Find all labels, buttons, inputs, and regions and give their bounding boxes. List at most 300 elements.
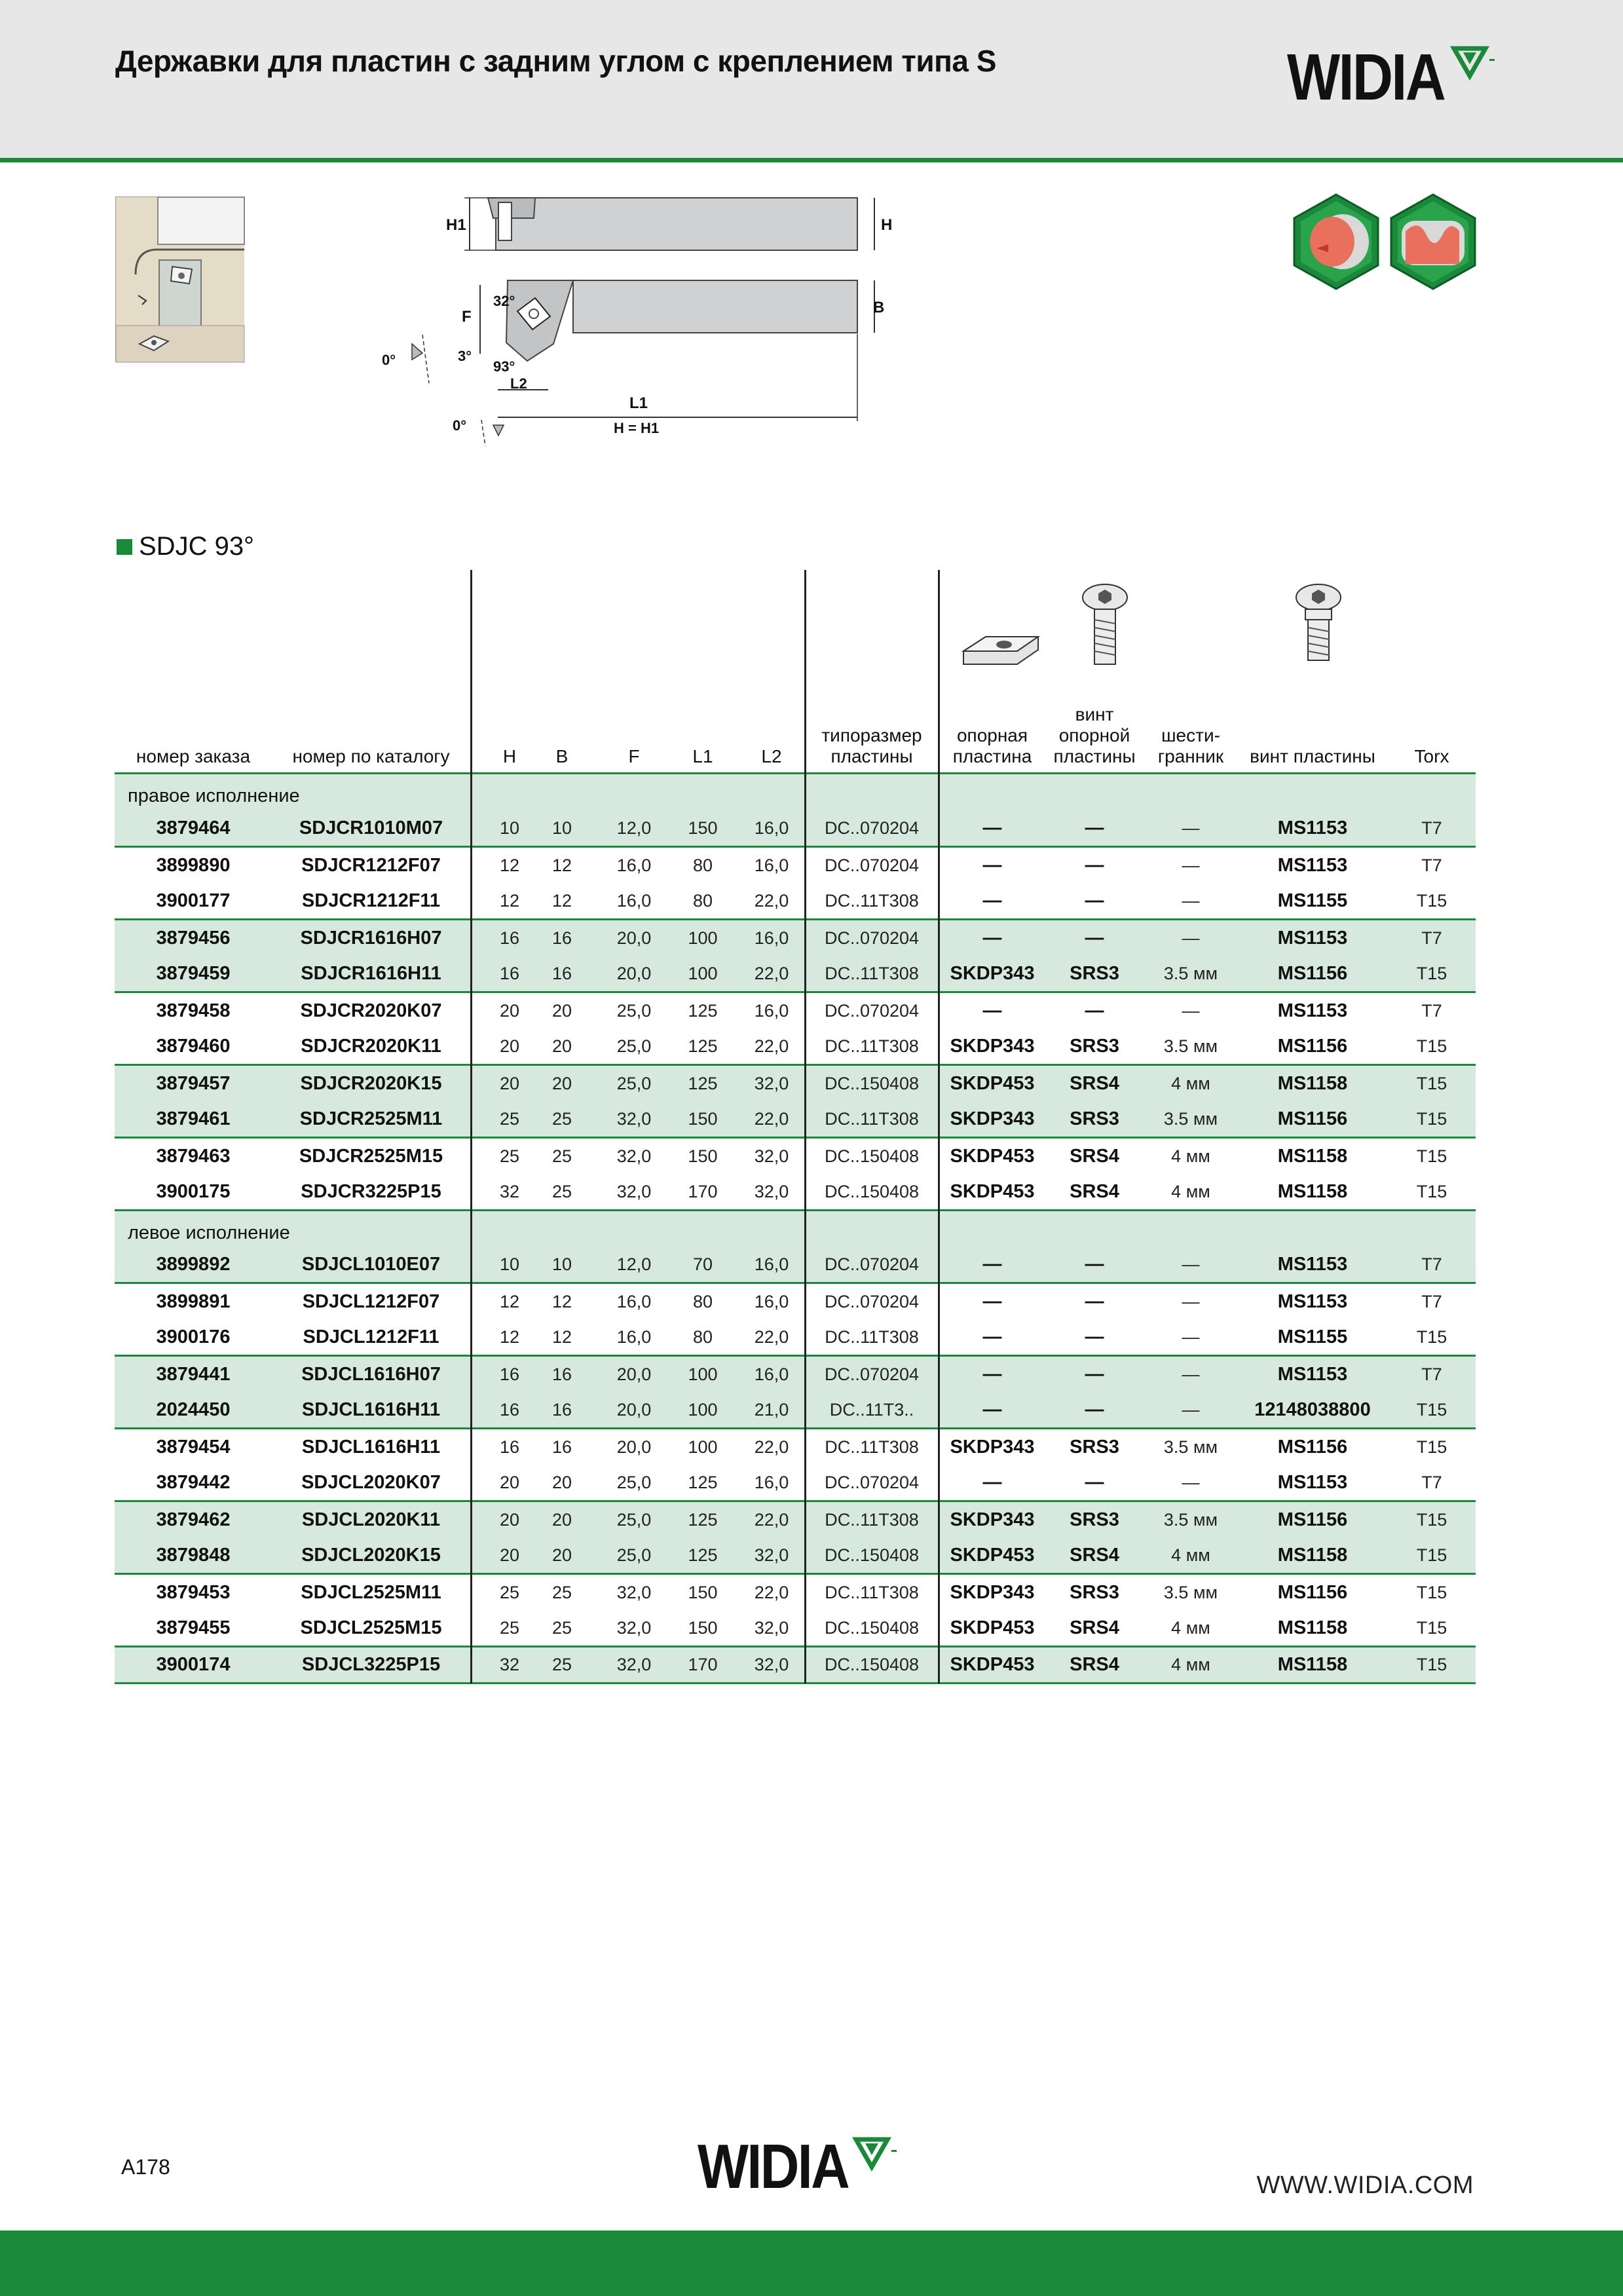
cell-f: 12,0 — [616, 1254, 652, 1275]
cell-h: 16 — [499, 963, 520, 983]
cell-insert-size: DC..070204 — [824, 1254, 920, 1275]
cell-b: 16 — [551, 1400, 572, 1420]
cell-insert-size: DC..11T308 — [825, 1583, 919, 1603]
group-label: левое исполнение — [115, 1211, 1476, 1248]
cell-h: 20 — [499, 1545, 520, 1566]
cell-b: 20 — [551, 1073, 572, 1093]
column-header-b: B — [555, 746, 569, 766]
cell-f: 20,0 — [616, 928, 652, 948]
cell-catalog-no: SDJCL2020K11 — [301, 1509, 441, 1531]
cell-h: 12 — [499, 890, 520, 911]
cell-insert-screw: MS1155 — [1277, 890, 1348, 911]
cell-l2: 16,0 — [754, 928, 789, 948]
cell-l1: 125 — [688, 1510, 718, 1530]
cell-insert-screw: MS1153 — [1277, 1472, 1348, 1494]
cell-f: 16,0 — [616, 1327, 652, 1347]
cell-hex: — — [1182, 1292, 1200, 1312]
table-row — [115, 811, 1476, 848]
cell-shim: — — [982, 1000, 1002, 1021]
cell-insert-size: DC..070204 — [824, 1473, 920, 1493]
cell-b: 20 — [551, 1510, 572, 1530]
cell-insert-screw: 12148038800 — [1254, 1399, 1371, 1421]
external-turning-icon — [1294, 195, 1378, 289]
cell-l2: 16,0 — [754, 1292, 789, 1312]
table-row — [115, 1539, 1476, 1575]
cell-b: 10 — [551, 1254, 572, 1275]
section-title — [117, 532, 254, 561]
page-title: Державки для пластин с задним углом с креплением типа S — [115, 44, 996, 78]
cell-torx: T7 — [1421, 1364, 1442, 1385]
cell-l2: 22,0 — [754, 1510, 789, 1530]
cell-insert-size: DC..11T308 — [825, 1108, 919, 1129]
cell-l1: 150 — [688, 818, 718, 838]
cell-hex: 4 мм — [1171, 1146, 1210, 1166]
widia-logo — [1287, 41, 1497, 114]
cell-h: 12 — [499, 855, 520, 875]
cell-catalog-no: SDJCL2020K07 — [301, 1472, 441, 1494]
insert-screw-icon — [1292, 580, 1345, 669]
cell-insert-screw: MS1158 — [1277, 1653, 1348, 1675]
cell-torx: T7 — [1421, 1473, 1442, 1493]
cell-h: 20 — [499, 1036, 520, 1056]
cell-shim: SKDP343 — [950, 962, 1035, 984]
table-row — [115, 1066, 1476, 1102]
cell-h: 16 — [499, 1437, 520, 1458]
cell-insert-screw: MS1158 — [1277, 1072, 1348, 1094]
column-divider — [804, 570, 806, 1684]
cell-hex: — — [1182, 1364, 1200, 1385]
cell-f: 25,0 — [616, 1473, 652, 1493]
cell-f: 20,0 — [616, 1400, 652, 1420]
cell-catalog-no: SDJCR3225P15 — [301, 1180, 441, 1202]
cell-torx: T15 — [1416, 963, 1447, 983]
column-header-l1: L1 — [692, 746, 713, 766]
cell-shim-screw: — — [1085, 1472, 1104, 1494]
cell-l2: 32,0 — [754, 1146, 789, 1166]
cell-hex: — — [1182, 1327, 1200, 1347]
cell-hex: — — [1182, 1400, 1200, 1420]
table-row — [115, 1611, 1476, 1648]
cell-shim-screw: — — [1085, 1000, 1104, 1021]
table-row — [115, 1321, 1476, 1357]
svg-text:H: H — [881, 216, 893, 234]
column-header-insert-size: типоразмер пластины — [821, 725, 922, 766]
cell-catalog-no: SDJCL1616H11 — [301, 1399, 441, 1421]
cell-b: 16 — [551, 1437, 572, 1458]
cell-h: 12 — [499, 1292, 520, 1312]
cell-catalog-no: SDJCL1212F07 — [302, 1291, 440, 1313]
svg-text:F: F — [462, 308, 472, 326]
cell-f: 20,0 — [616, 963, 652, 983]
cell-insert-screw: MS1158 — [1277, 1145, 1348, 1167]
cell-insert-screw: MS1158 — [1277, 1180, 1348, 1202]
cell-order-no: 3900174 — [156, 1653, 231, 1675]
cell-f: 16,0 — [616, 890, 652, 911]
cell-shim-screw: — — [1085, 1291, 1104, 1313]
cell-shim-screw: SRS3 — [1070, 1035, 1119, 1057]
cell-l2: 32,0 — [754, 1073, 789, 1093]
cell-f: 16,0 — [616, 855, 652, 875]
website-link[interactable]: WWW.WIDIA.COM — [1256, 2172, 1474, 2199]
profiling-icon — [1391, 195, 1475, 289]
table-row — [115, 1357, 1476, 1393]
table-row — [115, 1029, 1476, 1066]
cell-order-no: 3879454 — [156, 1437, 231, 1458]
cell-f: 20,0 — [616, 1364, 652, 1385]
cell-shim-screw: SRS4 — [1070, 1180, 1119, 1202]
svg-text:0°: 0° — [453, 417, 467, 434]
cell-order-no: 3879457 — [156, 1072, 231, 1094]
cell-torx: T15 — [1416, 1400, 1447, 1420]
table-row — [115, 1102, 1476, 1139]
cell-order-no: 3879456 — [156, 927, 231, 949]
cell-hex: — — [1182, 928, 1200, 948]
column-header-shim: опорная пластина — [952, 725, 1032, 766]
cell-l1: 70 — [692, 1254, 713, 1275]
cell-h: 16 — [499, 928, 520, 948]
cell-catalog-no: SDJCR2525M11 — [299, 1108, 443, 1129]
svg-text:93°: 93° — [493, 358, 515, 375]
cell-insert-size: DC..070204 — [824, 1364, 920, 1385]
table-header — [115, 570, 1476, 774]
cell-hex: 3.5 мм — [1163, 1437, 1218, 1458]
cell-b: 25 — [551, 1108, 572, 1129]
cell-shim: SKDP343 — [950, 1437, 1035, 1458]
cell-b: 12 — [551, 1292, 572, 1312]
cell-catalog-no: SDJCL1616H11 — [301, 1437, 441, 1458]
cell-l2: 16,0 — [754, 1254, 789, 1275]
cell-insert-size: DC..070204 — [824, 928, 920, 948]
cell-insert-size: DC..070204 — [824, 1292, 920, 1312]
svg-text:L1: L1 — [629, 394, 648, 412]
cell-l1: 100 — [688, 963, 718, 983]
cell-b: 20 — [551, 1473, 572, 1493]
cell-insert-screw: MS1156 — [1277, 1035, 1348, 1057]
cell-b: 12 — [551, 890, 572, 911]
cell-order-no: 3900176 — [156, 1327, 231, 1348]
cell-insert-screw: MS1156 — [1277, 1582, 1348, 1604]
cell-l2: 22,0 — [754, 1108, 789, 1129]
table-row — [115, 1175, 1476, 1211]
cell-insert-screw: MS1153 — [1277, 1254, 1348, 1275]
table-row — [115, 1647, 1476, 1684]
cell-torx: T15 — [1416, 1036, 1447, 1056]
cell-f: 25,0 — [616, 1000, 652, 1021]
cell-b: 25 — [551, 1181, 572, 1201]
svg-text:L2: L2 — [510, 375, 527, 392]
cell-shim: SKDP453 — [950, 1653, 1035, 1675]
cell-insert-size: DC..150408 — [824, 1545, 920, 1566]
cell-b: 20 — [551, 1000, 572, 1021]
cell-order-no: 3900177 — [156, 890, 231, 911]
cell-h: 25 — [499, 1108, 520, 1129]
cell-insert-size: DC..070204 — [824, 818, 920, 838]
table-row — [115, 1502, 1476, 1539]
cell-l2: 22,0 — [754, 1327, 789, 1347]
cell-b: 20 — [551, 1036, 572, 1056]
cell-torx: T7 — [1421, 1000, 1442, 1021]
cell-l2: 32,0 — [754, 1654, 789, 1674]
cell-b: 12 — [551, 855, 572, 875]
cell-insert-screw: MS1153 — [1277, 1291, 1348, 1313]
cell-order-no: 3899890 — [156, 854, 231, 876]
cell-h: 25 — [499, 1146, 520, 1166]
application-badges — [1289, 192, 1479, 297]
cell-catalog-no: SDJCL3225P15 — [301, 1653, 441, 1675]
cell-l1: 125 — [688, 1036, 718, 1056]
table-row — [115, 993, 1476, 1030]
cell-order-no: 2024450 — [156, 1399, 231, 1421]
cell-f: 32,0 — [616, 1146, 652, 1166]
cell-order-no: 3879441 — [156, 1364, 231, 1385]
cell-order-no: 3879460 — [156, 1035, 231, 1057]
cell-catalog-no: SDJCR1616H11 — [301, 962, 441, 984]
footer-bar — [0, 2230, 1623, 2296]
cell-f: 25,0 — [616, 1036, 652, 1056]
cell-torx: T15 — [1416, 1146, 1447, 1166]
footer-logo-wordmark: WIDIA — [698, 2132, 849, 2202]
cell-h: 32 — [499, 1181, 520, 1201]
cell-hex: 4 мм — [1171, 1654, 1210, 1674]
cell-f: 32,0 — [616, 1181, 652, 1201]
cell-shim-screw: SRS3 — [1070, 1582, 1119, 1604]
cell-insert-screw: MS1156 — [1277, 1108, 1348, 1129]
cell-catalog-no: SDJCL1616H07 — [301, 1364, 441, 1385]
cell-h: 25 — [499, 1618, 520, 1638]
cell-insert-screw: MS1158 — [1277, 1617, 1348, 1639]
column-header-f: F — [628, 746, 640, 766]
table-row — [115, 1139, 1476, 1175]
cell-f: 20,0 — [616, 1437, 652, 1458]
cell-l2: 22,0 — [754, 1036, 789, 1056]
table-row — [115, 1575, 1476, 1611]
cell-catalog-no: SDJCR2020K07 — [300, 1000, 442, 1021]
cell-hex: 3.5 мм — [1163, 1036, 1218, 1056]
cell-shim-screw: SRS4 — [1070, 1653, 1119, 1675]
cell-shim: — — [982, 890, 1002, 911]
cell-shim: SKDP343 — [950, 1509, 1035, 1531]
cell-catalog-no: SDJCL1212F11 — [303, 1327, 439, 1348]
cell-order-no: 3879848 — [156, 1545, 231, 1566]
column-header-shim-screw: винт опорной пластины — [1053, 704, 1136, 766]
cell-insert-size: DC..11T308 — [825, 1510, 919, 1530]
cell-shim: SKDP453 — [950, 1617, 1035, 1639]
cell-shim-screw: SRS3 — [1070, 1509, 1119, 1531]
cell-shim-screw: — — [1085, 890, 1104, 911]
column-header-catalog-no: номер по каталогу — [292, 746, 450, 766]
cell-l2: 21,0 — [754, 1400, 789, 1420]
cell-torx: T15 — [1416, 1073, 1447, 1093]
cell-catalog-no: SDJCR1616H07 — [300, 927, 442, 949]
cell-l1: 80 — [692, 1292, 713, 1312]
cell-shim-screw: SRS4 — [1070, 1545, 1119, 1566]
cell-shim: SKDP343 — [950, 1035, 1035, 1057]
cell-l2: 16,0 — [754, 818, 789, 838]
cell-insert-size: DC..11T308 — [825, 1327, 919, 1347]
column-header-insert-screw: винт пластины — [1250, 746, 1375, 766]
cell-l2: 32,0 — [754, 1545, 789, 1566]
cell-insert-size: DC..070204 — [824, 855, 920, 875]
shim-icon — [960, 628, 1045, 667]
cell-shim: SKDP453 — [950, 1072, 1035, 1094]
svg-text:0°: 0° — [382, 352, 396, 368]
column-divider — [470, 570, 472, 1684]
cell-torx: T7 — [1421, 1254, 1442, 1275]
cell-order-no: 3879459 — [156, 962, 231, 984]
cell-hex: — — [1182, 855, 1200, 875]
cell-f: 32,0 — [616, 1654, 652, 1674]
cell-insert-screw: MS1155 — [1277, 1327, 1348, 1348]
cell-order-no: 3899892 — [156, 1254, 231, 1275]
cell-f: 16,0 — [616, 1292, 652, 1312]
cell-l2: 22,0 — [754, 1437, 789, 1458]
cell-l1: 150 — [688, 1583, 718, 1603]
cell-l1: 125 — [688, 1473, 718, 1493]
cell-catalog-no: SDJCR2525M15 — [299, 1145, 443, 1167]
cell-l2: 22,0 — [754, 1583, 789, 1603]
cell-b: 12 — [551, 1327, 572, 1347]
cell-shim-screw: SRS4 — [1070, 1617, 1119, 1639]
table-row — [115, 1466, 1476, 1503]
cell-l1: 170 — [688, 1181, 718, 1201]
cell-l1: 125 — [688, 1073, 718, 1093]
table-row — [115, 956, 1476, 993]
cell-shim-screw: SRS4 — [1070, 1145, 1119, 1167]
cell-b: 20 — [551, 1545, 572, 1566]
cell-l1: 100 — [688, 1400, 718, 1420]
cell-shim: — — [982, 1399, 1002, 1421]
cell-insert-size: DC..070204 — [824, 1000, 920, 1021]
column-header-h: H — [502, 746, 517, 766]
cell-hex: 3.5 мм — [1163, 1108, 1218, 1129]
table-row — [115, 1284, 1476, 1321]
group-label: правое исполнение — [115, 774, 1476, 811]
cell-insert-size: DC..11T308 — [825, 1036, 919, 1056]
cell-shim-screw: — — [1085, 927, 1104, 949]
cell-l2: 32,0 — [754, 1618, 789, 1638]
cell-shim: SKDP453 — [950, 1180, 1035, 1202]
cell-order-no: 3879461 — [156, 1108, 231, 1129]
cell-b: 16 — [551, 963, 572, 983]
cell-torx: T15 — [1416, 890, 1447, 911]
cell-h: 20 — [499, 1510, 520, 1530]
cell-l1: 80 — [692, 1327, 713, 1347]
cell-torx: T15 — [1416, 1583, 1447, 1603]
cell-h: 10 — [499, 818, 520, 838]
cell-shim: SKDP343 — [950, 1108, 1035, 1129]
cell-order-no: 3879462 — [156, 1509, 231, 1531]
cell-l1: 100 — [688, 1437, 718, 1458]
cell-h: 20 — [499, 1073, 520, 1093]
cell-l2: 16,0 — [754, 855, 789, 875]
cell-shim-screw: SRS3 — [1070, 1437, 1119, 1458]
cell-h: 12 — [499, 1327, 520, 1347]
cell-l1: 125 — [688, 1000, 718, 1021]
page-header — [0, 0, 1623, 162]
cell-insert-size: DC..11T308 — [825, 963, 919, 983]
cell-shim: — — [982, 1254, 1002, 1275]
cell-f: 32,0 — [616, 1618, 652, 1638]
cell-hex: — — [1182, 1000, 1200, 1021]
cell-catalog-no: SDJCR1212F11 — [301, 890, 441, 911]
cell-torx: T7 — [1421, 818, 1442, 838]
table-row — [115, 1393, 1476, 1430]
cell-h: 16 — [499, 1400, 520, 1420]
cell-f: 32,0 — [616, 1583, 652, 1603]
cell-l1: 150 — [688, 1108, 718, 1129]
cell-shim: — — [982, 1364, 1002, 1385]
cell-shim-screw: SRS4 — [1070, 1072, 1119, 1094]
cell-torx: T15 — [1416, 1181, 1447, 1201]
cell-hex: 3.5 мм — [1163, 1510, 1218, 1530]
cell-order-no: 3879458 — [156, 1000, 231, 1021]
cell-l2: 16,0 — [754, 1364, 789, 1385]
cell-hex: — — [1182, 890, 1200, 911]
cell-insert-screw: MS1153 — [1277, 1364, 1348, 1385]
cell-torx: T15 — [1416, 1510, 1447, 1530]
cell-l2: 16,0 — [754, 1473, 789, 1493]
cell-insert-size: DC..150408 — [824, 1618, 920, 1638]
cell-b: 16 — [551, 928, 572, 948]
section-marker-icon — [117, 539, 132, 555]
cell-insert-screw: MS1153 — [1277, 854, 1348, 876]
cell-insert-size: DC..11T308 — [825, 1437, 919, 1458]
column-header-torx: Torx — [1414, 746, 1449, 766]
cell-shim-screw: — — [1085, 1399, 1104, 1421]
cell-order-no: 3879453 — [156, 1582, 231, 1604]
cell-catalog-no: SDJCR1212F07 — [301, 854, 441, 876]
cell-shim-screw: — — [1085, 1327, 1104, 1348]
cell-torx: T15 — [1416, 1437, 1447, 1458]
cell-hex: 4 мм — [1171, 1618, 1210, 1638]
column-header-hex: шести- гранник — [1157, 725, 1224, 766]
cell-order-no: 3879464 — [156, 817, 231, 838]
footer-widia-logo — [698, 2132, 899, 2202]
cell-catalog-no: SDJCL2020K15 — [301, 1545, 441, 1566]
cell-torx: T7 — [1421, 855, 1442, 875]
cell-hex: — — [1182, 1473, 1200, 1493]
cell-l1: 80 — [692, 855, 713, 875]
cell-insert-size: DC..150408 — [824, 1181, 920, 1201]
cell-b: 25 — [551, 1618, 572, 1638]
table-row — [115, 920, 1476, 957]
cell-h: 25 — [499, 1583, 520, 1603]
svg-text:H1: H1 — [446, 216, 466, 234]
cell-order-no: 3879463 — [156, 1145, 231, 1167]
cell-f: 25,0 — [616, 1545, 652, 1566]
cell-shim-screw: SRS3 — [1070, 962, 1119, 984]
cell-insert-screw: MS1153 — [1277, 817, 1348, 838]
cell-h: 10 — [499, 1254, 520, 1275]
cell-catalog-no: SDJCL2525M15 — [300, 1617, 442, 1639]
cell-b: 25 — [551, 1654, 572, 1674]
cell-insert-screw: MS1156 — [1277, 962, 1348, 984]
cell-b: 25 — [551, 1583, 572, 1603]
cell-shim-screw: SRS3 — [1070, 1108, 1119, 1129]
cell-insert-screw: MS1158 — [1277, 1545, 1348, 1566]
cell-insert-screw: MS1153 — [1277, 1000, 1348, 1021]
cell-shim: — — [982, 817, 1002, 838]
cell-shim: — — [982, 1472, 1002, 1494]
cell-f: 32,0 — [616, 1108, 652, 1129]
widia-triangle-icon — [1451, 45, 1497, 84]
cell-b: 25 — [551, 1146, 572, 1166]
table-row — [115, 1429, 1476, 1466]
cell-shim: — — [982, 1327, 1002, 1348]
cell-l1: 150 — [688, 1146, 718, 1166]
cell-torx: T15 — [1416, 1327, 1447, 1347]
cell-l1: 100 — [688, 928, 718, 948]
